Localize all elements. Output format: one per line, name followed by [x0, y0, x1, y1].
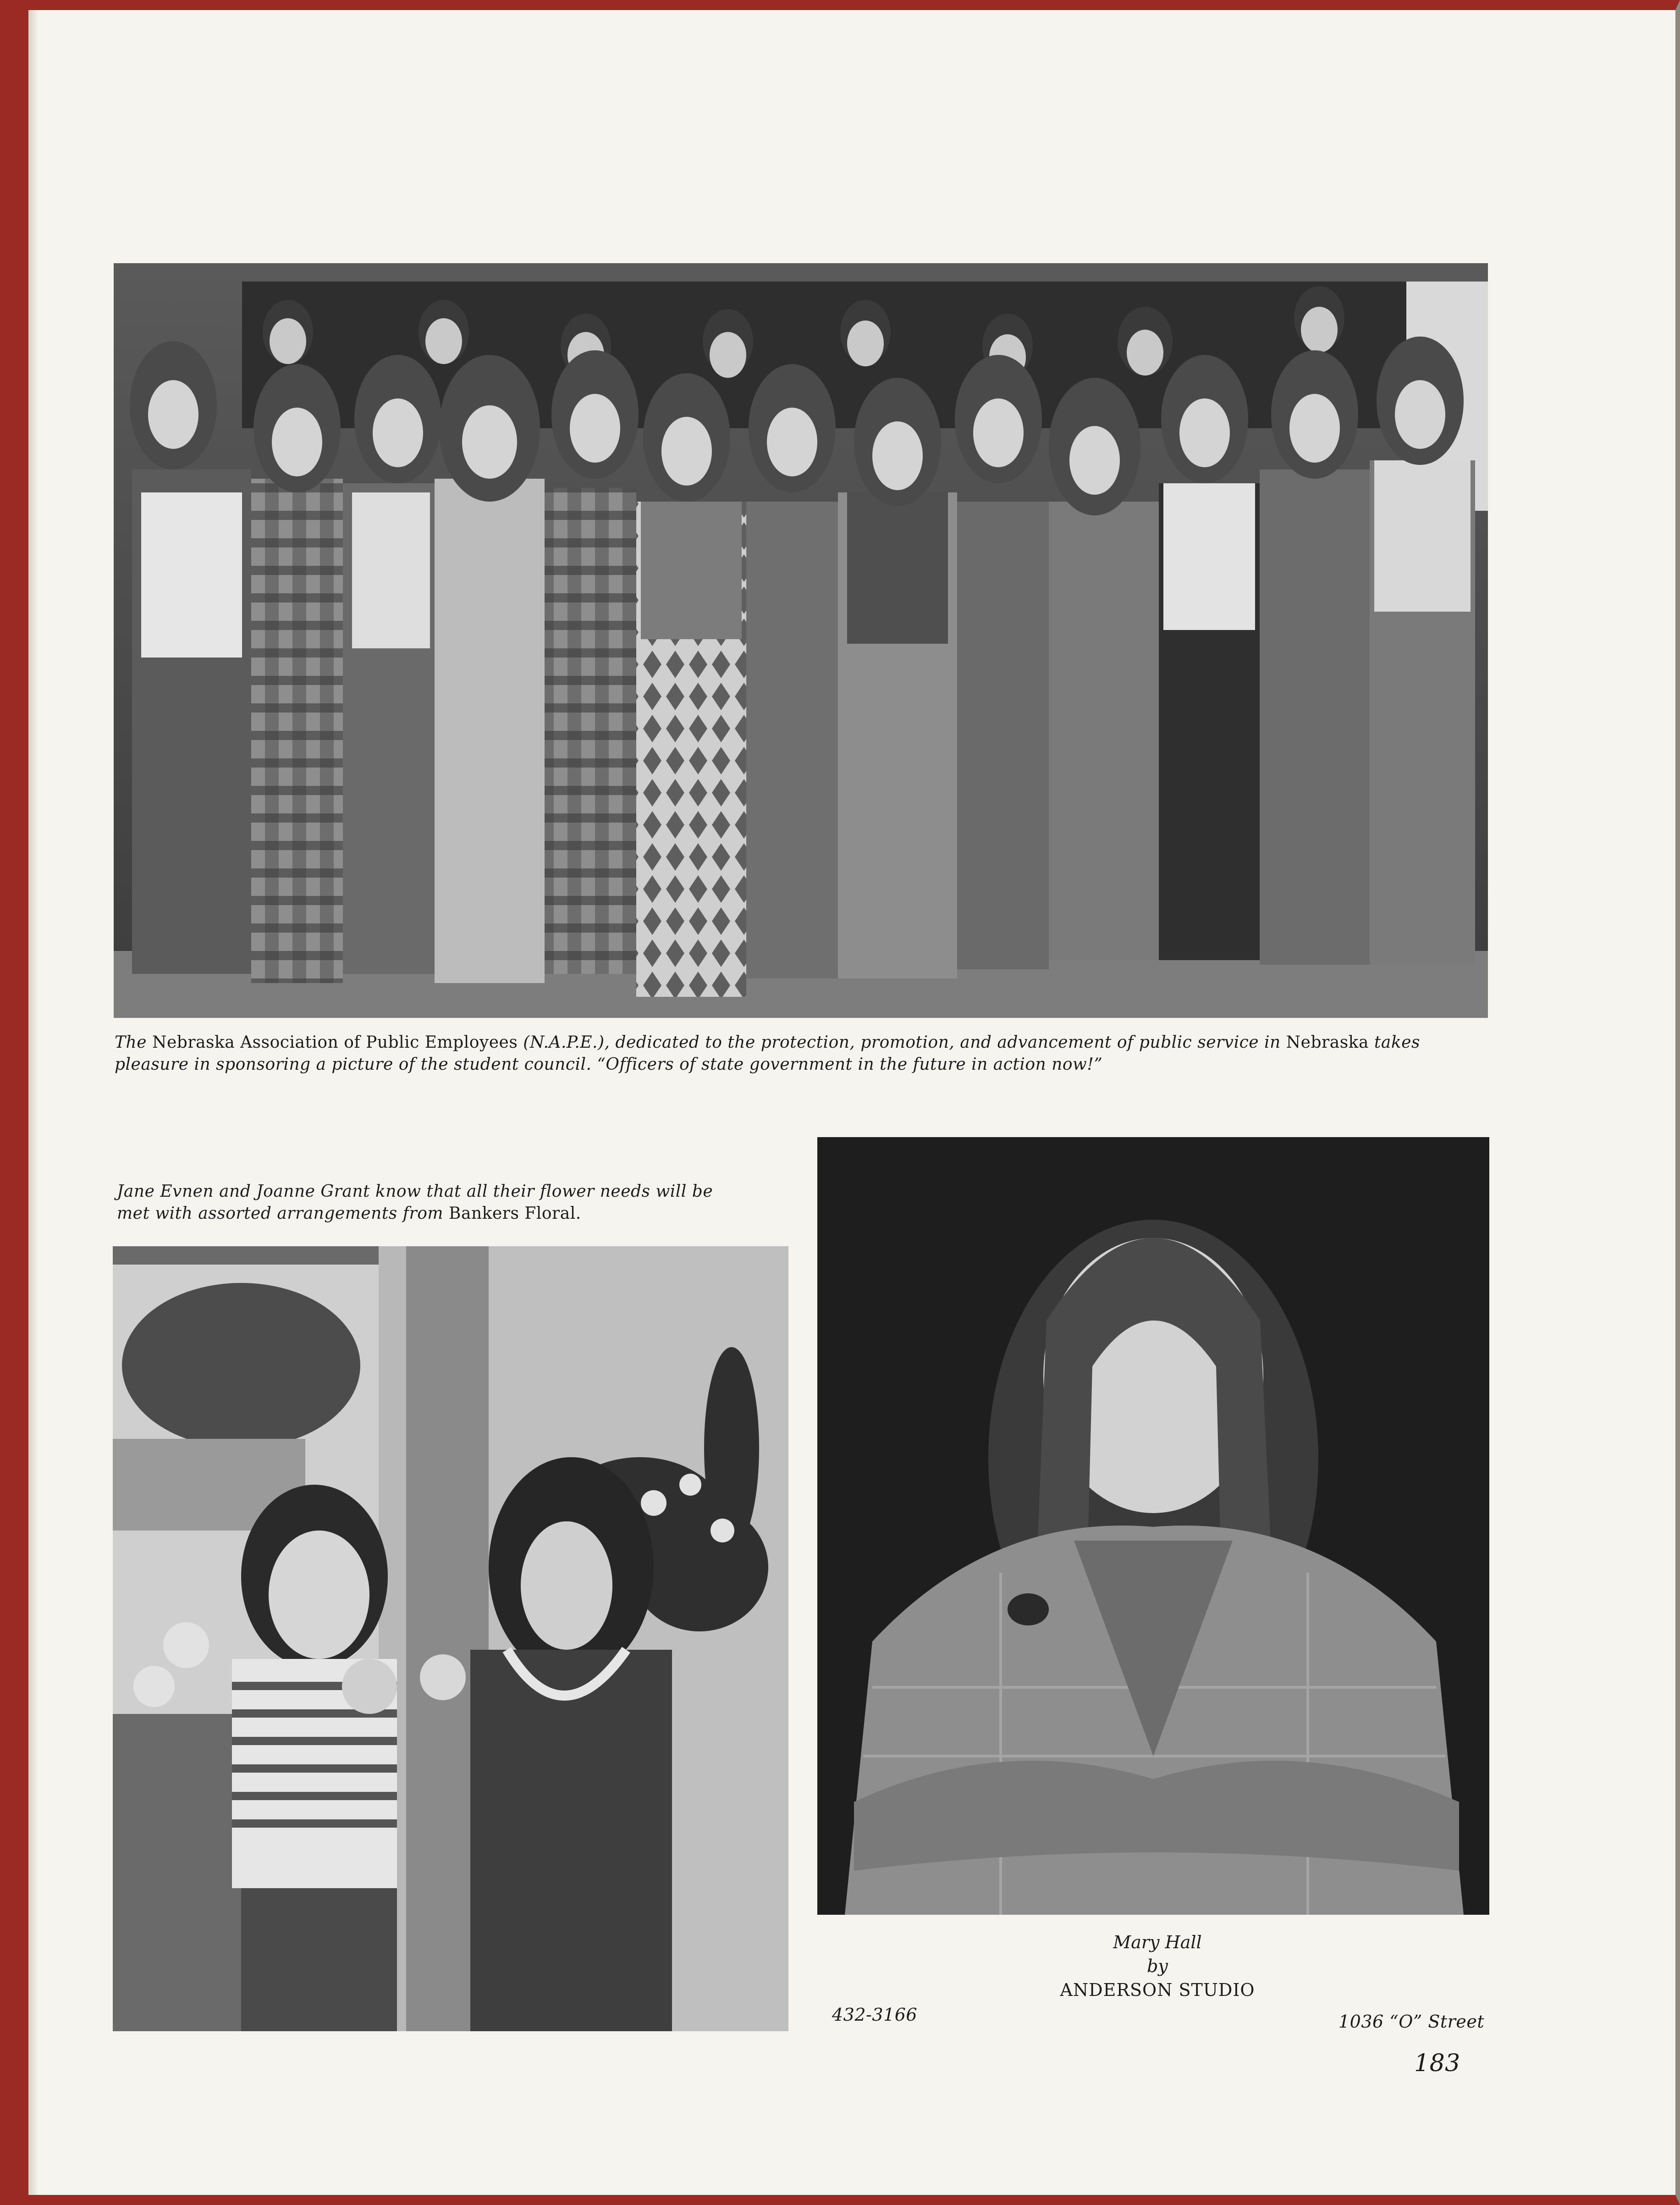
student-council-group-photo [114, 263, 1488, 1018]
florist-caption-line-1: Jane Evnen and Joanne Grant know that all their flower needs will be [117, 1182, 713, 1201]
bankers-floral-photo [113, 1246, 788, 2031]
mary-hall-portrait [817, 1137, 1489, 1915]
studio-address: 1036 “O” Street [1338, 2012, 1485, 2032]
caption-state: Nebraska [1286, 1033, 1369, 1052]
studio-phone: 432-3166 [832, 2005, 918, 2025]
portrait-subject-name: Mary Hall [1113, 1932, 1202, 1952]
page-number: 183 [1414, 2050, 1460, 2077]
group-photo-caption [115, 1032, 1485, 1076]
portrait-by: by [1147, 1956, 1168, 1976]
caption-abbr: (N.A.P.E.), [523, 1033, 610, 1052]
caption-end: takes [1374, 1033, 1420, 1052]
studio-name: ANDERSON STUDIO [1060, 1980, 1255, 2000]
caption-mission: dedicated to the protection, promotion, and advancement of public service in [615, 1033, 1281, 1052]
florist-caption-line-2: met with assorted arrangements from [117, 1204, 444, 1223]
florist-business-name: Bankers Floral. [449, 1204, 581, 1223]
caption-org-name: Nebraska Association of Public Employees [152, 1033, 518, 1052]
caption-line-2: pleasure in sponsoring a picture of the student council. “Officers of state government in the future in action now!” [115, 1055, 1103, 1074]
florist-photo-caption [117, 1181, 777, 1225]
portrait-credit [1008, 1930, 1306, 2002]
caption-lead: The [115, 1033, 147, 1052]
page-gutter [28, 10, 39, 2195]
